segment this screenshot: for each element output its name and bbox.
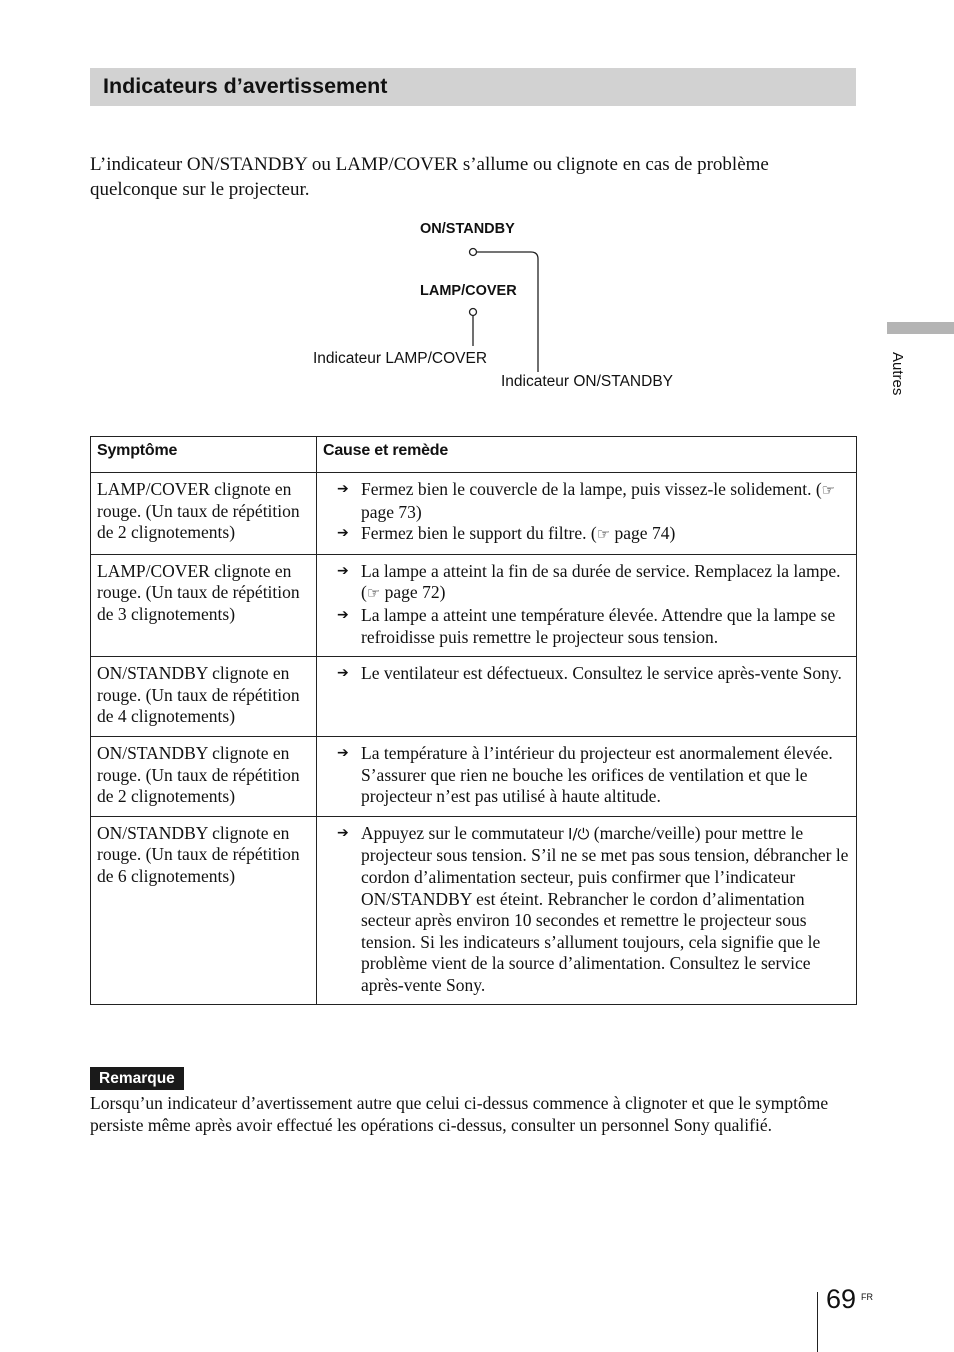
- symptom-cell: LAMP/COVER clignote en rouge. (Un taux de répétition de 2 clignotements): [91, 473, 317, 555]
- troubleshooting-table: [90, 436, 857, 1005]
- remedy-item: ➔ Fermez bien le couvercle de la lampe, puis vissez-le solidement. (☞ page 73): [337, 479, 836, 522]
- side-tab-label: Autres: [889, 352, 906, 396]
- symptom-cell: ON/STANDBY clignote en rouge. (Un taux de répétition de 6 clignotements): [91, 816, 317, 1005]
- page-number: 69: [826, 1284, 857, 1314]
- header-remedy: Cause et remède: [317, 437, 857, 473]
- pointing-hand-icon: ☞: [596, 525, 611, 544]
- table-row: [91, 554, 857, 656]
- lamp-cover-label: LAMP/COVER: [420, 283, 517, 299]
- page-language: FR: [861, 1292, 873, 1302]
- on-standby-callout: Indicateur ON/STANDBY: [501, 373, 673, 390]
- symptom-cell: LAMP/COVER clignote en rouge. (Un taux de répétition de 3 clignotements): [91, 554, 317, 656]
- header-symptom: Symptôme: [91, 437, 317, 473]
- right-arrow-icon: ➔: [337, 824, 349, 841]
- remedy-item: ➔ La température à l’intérieur du projecteur est anormalement élevée. S’assurer que rien ne bouche les orifices de ventilation et que le projecteur n’est pas utilisé à haute altitude.: [337, 742, 833, 807]
- remedy-item: ➔ La lampe a atteint la fin de sa durée de service. Remplacez la lampe. (☞ page 72): [323, 561, 850, 605]
- indicator-diagram: [300, 215, 720, 405]
- remedy-item: ➔ Appuyez sur le commutateur I/⏻ (marche/veille) pour mettre le projecteur sous tension. S’il ne se met pas sous tension, débrancher le cordon d’alimentation secteur, puis confirmer que l’indicateur ON/STANDBY est éteint. Rebrancher le cordon d’alimentation secteur après environ 10 secondes et remettre le projecteur sous tension. Si les indicateurs s’allument toujours, cela signifie que le problème vient de la source d’alimentation. Consultez le service après-vente Sony.: [337, 822, 849, 995]
- remedy-item: ➔ Le ventilateur est défectueux. Consultez le service après-vente Sony.: [337, 663, 842, 684]
- table-row: [91, 473, 857, 555]
- remedy-cell: [317, 473, 857, 555]
- lamp-cover-led-icon: [470, 309, 477, 316]
- power-switch-icon: I/⏻: [568, 824, 590, 843]
- remedy-item: ➔ La lampe a atteint une température élevée. Attendre que la lampe se refroidisse puis remettre le projecteur sous tension.: [337, 604, 836, 647]
- remedy-item: ➔ Fermez bien le support du filtre. (☞ page 74): [323, 523, 850, 546]
- right-arrow-icon: ➔: [337, 744, 349, 761]
- page-reference: page 73: [361, 501, 416, 522]
- remedy-cell: [317, 657, 857, 737]
- pointing-hand-icon: ☞: [366, 584, 381, 603]
- symptom-cell: ON/STANDBY clignote en rouge. (Un taux de répétition de 2 clignotements): [91, 736, 317, 816]
- remedy-cell: [317, 736, 857, 816]
- remedy-cell: [317, 554, 857, 656]
- section-header-bar: [90, 68, 856, 106]
- right-arrow-icon: ➔: [337, 606, 349, 623]
- page-reference: page 74: [614, 523, 670, 544]
- pointing-hand-icon: ☞: [821, 481, 836, 499]
- on-standby-label: ON/STANDBY: [420, 221, 515, 237]
- right-arrow-icon: ➔: [337, 665, 349, 682]
- table-row: [91, 657, 857, 737]
- footer-divider: [817, 1292, 818, 1352]
- page-reference: page 72: [384, 582, 440, 603]
- remedy-cell: [317, 816, 857, 1005]
- note-badge: Remarque: [90, 1067, 184, 1090]
- lamp-cover-callout: Indicateur LAMP/COVER: [313, 350, 488, 367]
- right-arrow-icon: ➔: [337, 525, 349, 542]
- on-standby-led-icon: [470, 249, 477, 256]
- intro-paragraph: L’indicateur ON/STANDBY ou LAMP/COVER s’allume ou clignote en cas de problème quelconque sur le projecteur.: [90, 154, 769, 200]
- right-arrow-icon: ➔: [337, 481, 349, 497]
- table-row: [91, 816, 857, 1005]
- section-title: Indicateurs d’avertissement: [103, 74, 388, 98]
- symptom-cell: ON/STANDBY clignote en rouge. (Un taux de répétition de 4 clignotements): [91, 657, 317, 737]
- table-row: [91, 736, 857, 816]
- side-tab-marker: [887, 322, 954, 334]
- table-header-row: [91, 437, 857, 473]
- note-text: Lorsqu’un indicateur d’avertissement autre que celui ci-dessus commence à clignoter et que le symptôme persiste même après avoir effectué les opérations ci-dessus, consulter un personnel Sony qualifié.: [90, 1093, 829, 1135]
- right-arrow-icon: ➔: [337, 562, 349, 579]
